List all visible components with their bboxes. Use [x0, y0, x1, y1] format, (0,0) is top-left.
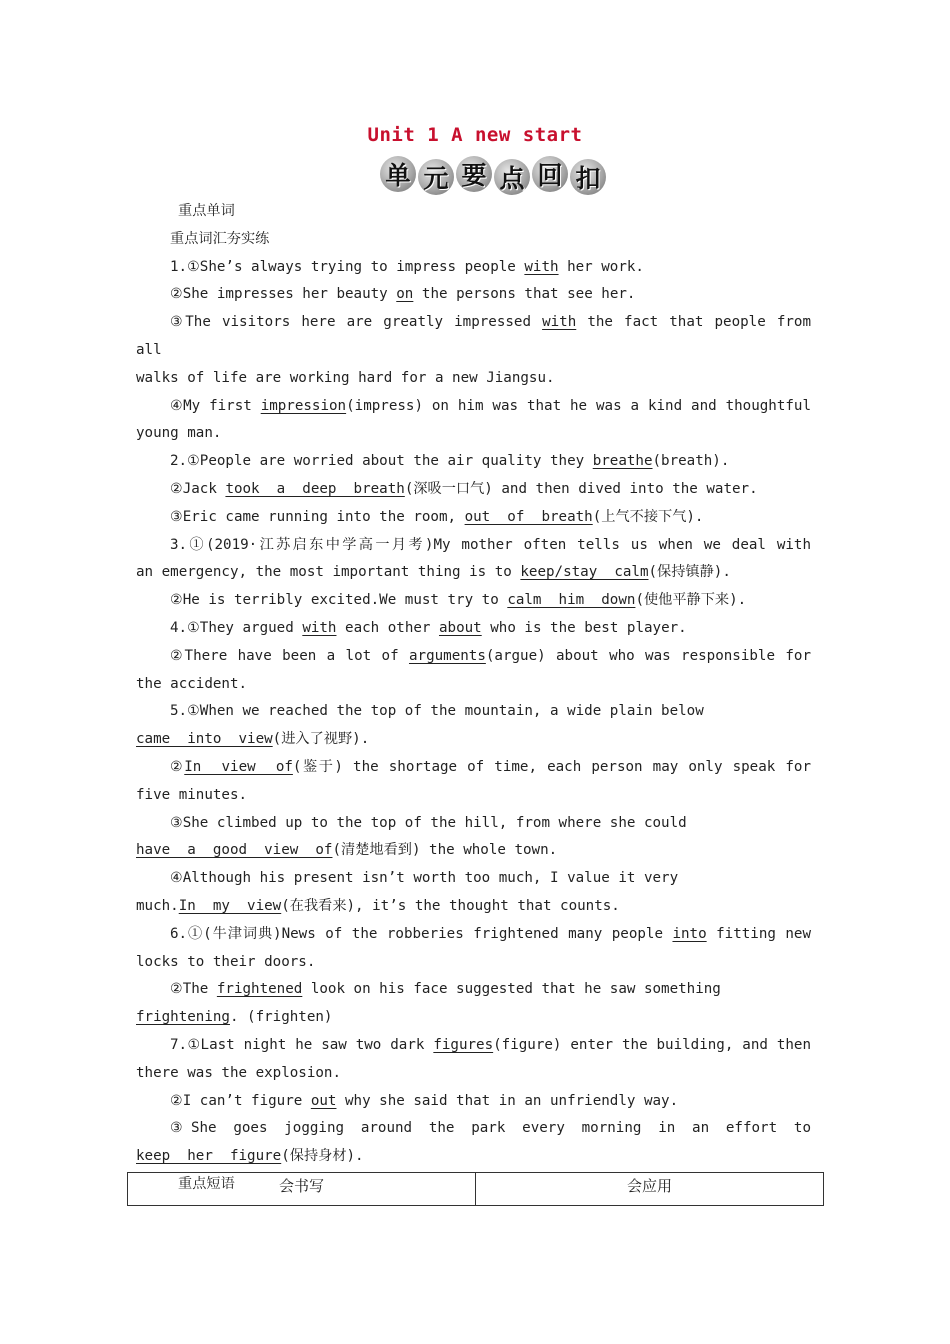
banner-char: 点	[494, 159, 530, 195]
text-segment: (清楚地看到) the whole town.	[332, 842, 558, 859]
banner-char: 要	[456, 156, 492, 192]
answer-blank: keep/stay calm	[520, 564, 649, 581]
exercise-line	[136, 476, 811, 504]
text-segment: ④Although his present isn’t worth too much, I value it very	[170, 870, 679, 887]
text-segment: fitting new	[706, 925, 811, 942]
section-banner	[380, 156, 610, 196]
exercise-line	[136, 893, 811, 921]
text-segment: (鉴于) the shortage of time, each person may only speak for	[292, 758, 811, 775]
table-header-apply: 会应用	[476, 1173, 824, 1206]
answer-blank: impression	[260, 397, 347, 414]
text-segment: young man.	[136, 425, 222, 442]
exercise-line	[136, 698, 811, 726]
text-segment: ③Eric came running into the room,	[170, 508, 465, 525]
text-segment: five minutes.	[136, 786, 248, 803]
answer-blank: frightening	[136, 1009, 230, 1026]
exercise-line	[136, 1004, 811, 1032]
table-header-write: 会书写	[128, 1173, 476, 1206]
text-segment: walks of life are working hard for a new Jiangsu.	[136, 369, 555, 386]
banner-char: 单	[380, 156, 416, 192]
exercise-line	[136, 976, 811, 1004]
exercise-line	[136, 504, 811, 532]
exercise-line	[136, 254, 811, 282]
text-segment: ②There have been a lot of	[170, 647, 409, 664]
exercise-line	[136, 1115, 811, 1143]
answer-blank: keep her figure	[136, 1148, 282, 1165]
exercise-line	[136, 365, 811, 393]
text-segment: the persons that see her.	[413, 286, 636, 303]
text-segment: 1.①She’s always trying to impress people	[170, 258, 525, 275]
text-segment: 3.①(2019·江苏启东中学高一月考)My mother often tells us when we deal with	[170, 536, 811, 553]
exercise-line	[136, 1143, 811, 1171]
table-header-row	[128, 1173, 824, 1206]
exercise-line	[136, 1032, 811, 1060]
answer-blank: with	[302, 619, 337, 636]
answer-blank: arguments	[408, 647, 486, 664]
text-segment: much.	[136, 897, 179, 914]
text-segment: there was the explosion.	[136, 1064, 341, 1081]
text-segment: 2.①People are worried about the air quality they	[170, 453, 593, 470]
answer-blank: In view of	[184, 758, 293, 775]
banner-char: 扣	[570, 159, 606, 195]
text-segment: ②She impresses her beauty	[170, 286, 397, 303]
exercise-line	[136, 1060, 811, 1088]
text-segment: ②The	[170, 981, 217, 998]
text-segment: who is the best player.	[481, 619, 687, 636]
text-segment: (上气不接下气).	[592, 508, 704, 525]
exercise-line	[136, 726, 811, 754]
exercise-line	[136, 810, 811, 838]
text-segment: ②Jack	[170, 480, 226, 497]
text-segment: locks to their doors.	[136, 953, 316, 970]
exercise-line	[136, 448, 811, 476]
unit-title: Unit 1 A new start	[367, 124, 583, 146]
text-segment: ③She climbed up to the top of the hill, from where she could	[170, 814, 687, 831]
answer-blank: on	[396, 286, 414, 303]
text-segment: (保持身材).	[281, 1148, 364, 1165]
text-segment: ②I can’t figure	[170, 1092, 311, 1109]
text-segment: her work.	[558, 258, 644, 275]
text-segment: (保持镇静).	[648, 564, 731, 581]
text-segment: 6.①(牛津词典)News of the robberies frightened many people	[170, 925, 673, 942]
text-segment: why she said that in an unfriendly way.	[336, 1092, 679, 1109]
text-segment: (进入了视野).	[272, 731, 370, 748]
exercise-line	[136, 309, 820, 365]
answer-blank: calm him down	[507, 592, 636, 609]
answer-blank: frightened	[216, 981, 303, 998]
text-segment: 5.①When we reached the top of the mountain, a wide plain below	[170, 703, 704, 720]
answer-blank: with	[524, 258, 559, 275]
text-segment: the fact that people from all	[136, 314, 820, 358]
text-segment: (breath).	[652, 453, 730, 470]
text-segment: (使他平静下来).	[635, 592, 747, 609]
exercise-line	[136, 865, 811, 893]
answer-blank: into	[672, 925, 707, 942]
exercise-line	[136, 532, 811, 560]
phrases-table	[127, 1172, 824, 1206]
exercise-line	[136, 671, 811, 699]
exercise-line	[136, 281, 811, 309]
exercise-lines	[136, 254, 820, 1171]
text-segment: (深吸一口气) and then dived into the water.	[404, 480, 758, 497]
exercise-line	[136, 587, 811, 615]
answer-blank: with	[542, 314, 577, 331]
vocab-heading: 重点单词	[178, 203, 235, 219]
exercise-line	[136, 1088, 811, 1116]
exercise-line	[136, 615, 811, 643]
answer-blank: out of breath	[464, 508, 593, 525]
answer-blank: out	[310, 1092, 337, 1109]
text-segment: the accident.	[136, 675, 248, 692]
exercise-line	[136, 837, 811, 865]
text-segment: (figure) enter the building, and then	[493, 1036, 811, 1053]
answer-blank: about	[438, 619, 482, 636]
exercise-content	[136, 198, 820, 1199]
text-segment: look on his face suggested that he saw something	[302, 981, 721, 998]
text-segment: (impress) on him was that he was a kind and thoughtful	[346, 397, 811, 414]
exercise-line	[136, 949, 811, 977]
banner-char: 回	[532, 156, 568, 192]
text-segment: ②	[170, 758, 185, 775]
exercise-line	[136, 420, 811, 448]
text-segment: ③The visitors here are greatly impressed	[170, 314, 543, 331]
exercise-line	[136, 559, 811, 587]
exercise-line	[136, 643, 811, 671]
exercise-line	[136, 754, 811, 782]
answer-blank: came into view	[136, 731, 273, 748]
text-segment: ③She goes jogging around the park every morning in an effort to	[170, 1120, 811, 1137]
phrases-heading: 重点短语	[178, 1175, 235, 1192]
text-segment: (argue) about who was responsible for	[485, 647, 811, 664]
text-segment: each other	[336, 619, 439, 636]
exercise-line	[136, 921, 811, 949]
text-segment: (在我看来), it’s the thought that counts.	[281, 897, 620, 914]
text-segment: ②He is terribly excited.We must try to	[170, 592, 508, 609]
text-segment: an emergency, the most important thing is to	[136, 564, 521, 581]
answer-blank: In my view	[178, 897, 282, 914]
banner-char: 元	[418, 159, 454, 195]
practice-heading: 重点词汇夯实练	[170, 230, 270, 247]
exercise-line	[136, 393, 811, 421]
answer-blank: breathe	[592, 453, 653, 470]
answer-blank: figures	[433, 1036, 494, 1053]
text-segment: 7.①Last night he saw two dark	[170, 1036, 434, 1053]
answer-blank: took a deep breath	[225, 480, 405, 497]
text-segment: 4.①They argued	[170, 619, 303, 636]
text-segment: . (frighten)	[229, 1009, 333, 1026]
answer-blank: have a good view of	[136, 842, 333, 859]
exercise-line	[136, 782, 811, 810]
text-segment: ④My first	[170, 397, 261, 414]
